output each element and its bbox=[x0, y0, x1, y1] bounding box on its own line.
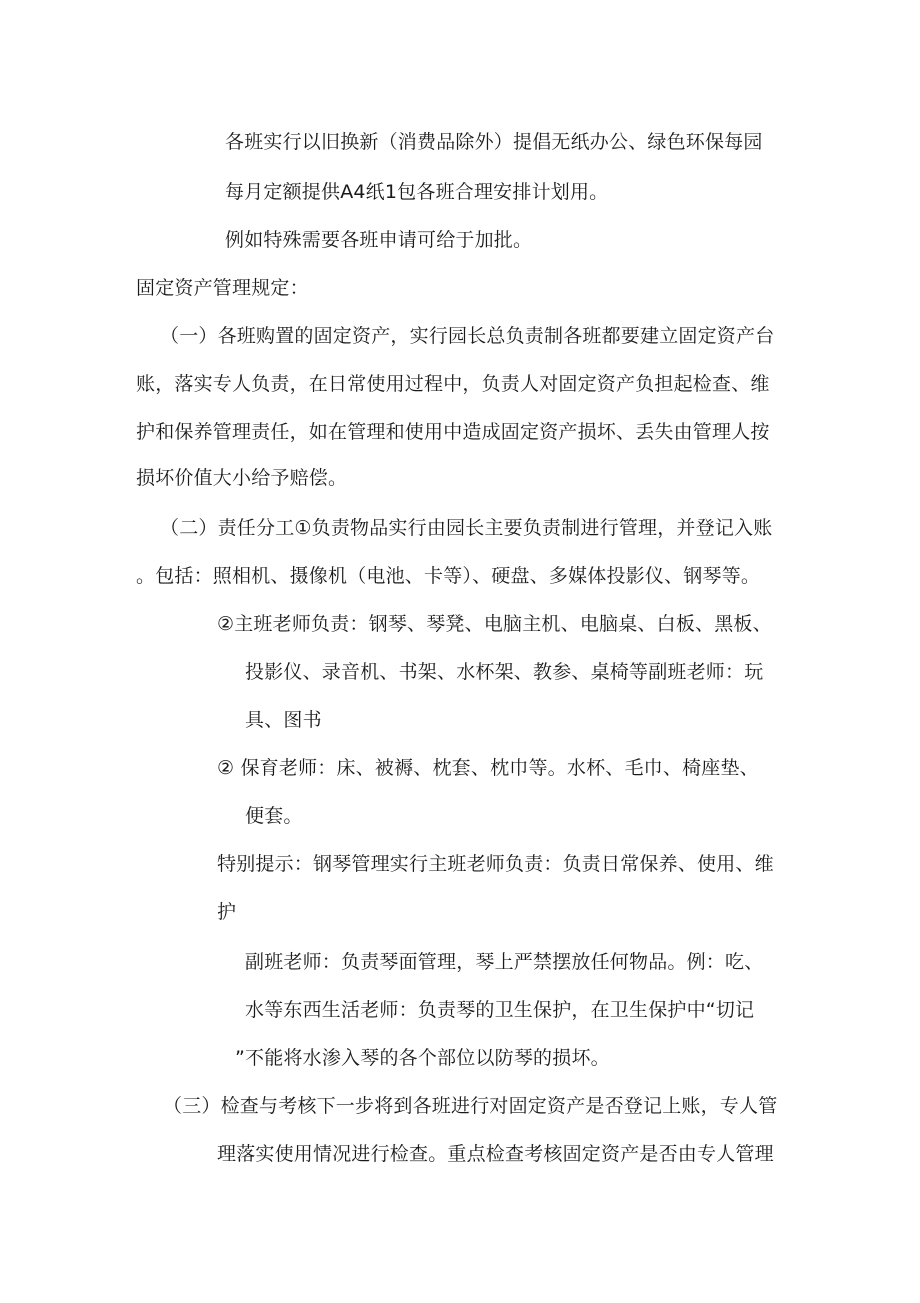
text-line-16: 特别提示：钢琴管理实行主班老师负责：负责日常保养、使用、维 bbox=[217, 853, 774, 875]
text-line-1: 各班实行以旧换新（消费品除外）提倡无纸办公、绿色环保每园 bbox=[225, 131, 763, 153]
text-line-11: ②主班老师负责：钢琴、琴凳、电脑主机、电脑桌、白板、黑板、 bbox=[217, 613, 772, 635]
text-line-12: 投影仪、录音机、书架、水杯架、教参、桌椅等副班老师：玩 bbox=[245, 661, 764, 683]
text-line-10: 。包括：照相机、摄像机（电池、卡等）、硬盘、多媒体投影仪、钢琴等。 bbox=[136, 565, 761, 587]
text-line-8: 损坏价值大小给予赔偿。 bbox=[136, 467, 348, 489]
text-line-19: 水等东西生活老师：负责琴的卫生保护，在卫生保护中“切记 bbox=[245, 999, 755, 1021]
text-line-15: 便套。 bbox=[245, 805, 303, 827]
text-line-3: 例如特殊需要各班申请可给于加批。 bbox=[225, 229, 533, 251]
text-line-6: 账，落实专人负责，在日常使用过程中，负责人对固定资产负担起检查、维 bbox=[136, 373, 770, 395]
text-line-14: ② 保育老师：床、被褥、枕套、枕巾等。水杯、毛巾、椅座垫、 bbox=[217, 757, 759, 779]
text-line-7: 护和保养管理责任，如在管理和使用中造成固定资产损坏、丢失由管理人按 bbox=[136, 421, 770, 443]
text-line-9: （二）责任分工①负责物品实行由园长主要负责制进行管理，并登记入账 bbox=[160, 517, 773, 539]
text-line-13: 具、图书 bbox=[245, 709, 322, 731]
text-line-21: （三）检查与考核下一步将到各班进行对固定资产是否登记上账，专人管 bbox=[163, 1095, 778, 1117]
text-line-2: 每月定额提供A4纸1包各班合理安排计划用。 bbox=[225, 181, 609, 203]
text-line-17: 护 bbox=[217, 901, 237, 923]
section-heading: 固定资产管理规定： bbox=[136, 277, 309, 299]
text-line-5: （一）各班购置的固定资产，实行园长总负责制各班都要建立固定资产台 bbox=[160, 325, 775, 347]
text-line-20: ”不能将水渗入琴的各个部位以防琴的损坏。 bbox=[235, 1047, 610, 1069]
text-line-18: 副班老师：负责琴面管理，琴上严禁摆放任何物品。例：吃、 bbox=[245, 951, 764, 973]
text-line-22: 理落实使用情况进行检查。重点检查考核固定资产是否由专人管理 bbox=[217, 1143, 774, 1165]
